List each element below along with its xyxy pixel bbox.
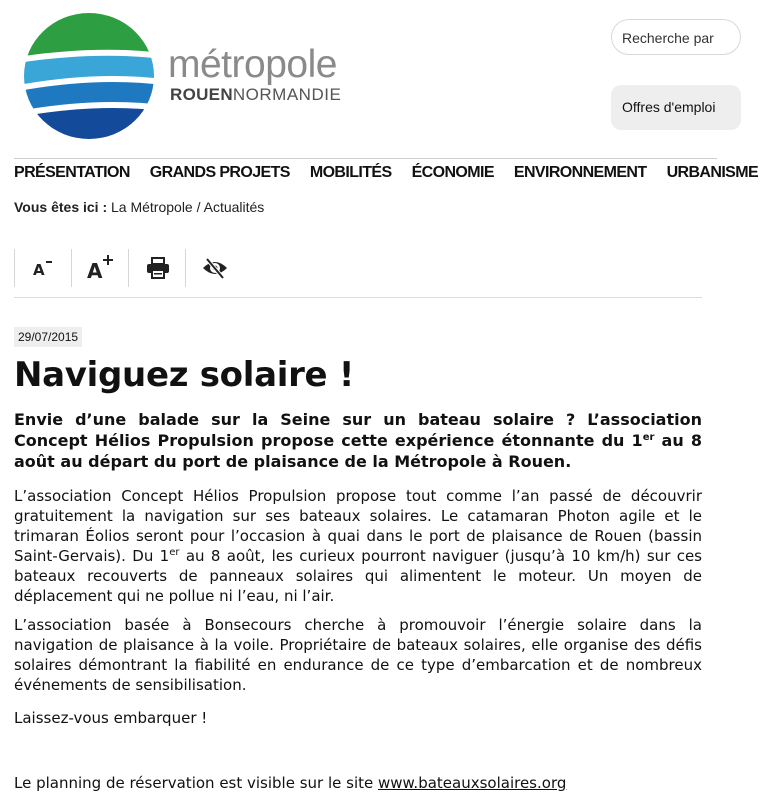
article-paragraph-1 [14,486,702,606]
article-paragraph-4 [14,773,702,793]
visibility-toggle-icon [201,257,229,279]
brand-name: métropole [168,43,337,86]
metropole-logo-icon[interactable] [24,12,154,140]
toolbar-divider [14,297,702,298]
nav-item-urbanisme[interactable]: URBANISME [666,164,759,181]
paragraph-4-text: Le planning de réservation est visible sur le site [14,774,378,792]
brand-normandie: NORMANDIE [232,85,342,104]
nav-item-mobilites[interactable]: MOBILITÉS [309,164,392,181]
decrease-font-button[interactable] [14,249,72,287]
paragraph-1-text-1: L’association Concept Hélios Propulsion propose tout comme l’an passé de découvrir gratuitement la navigation sur ses bateaux solaires. Le catamaran Photon agile et le trimaran Éolios seront pour l’occasion à quai dans le port de plaisance de Rouen (bassin Saint-Gervais). Du 1 [14,487,702,565]
increase-font-button[interactable] [71,249,129,287]
breadcrumb-path[interactable]: La Métropole / Actualités [111,199,265,215]
main-navigation [14,164,778,188]
lead-text-2: au 8 août au départ du port de plaisance de la Métropole à Rouen. [14,431,702,471]
search-input[interactable]: Recherche par [611,19,741,55]
nav-item-economie[interactable]: ÉCONOMIE [411,164,494,181]
breadcrumb-label: Vous êtes ici : [14,199,108,215]
svg-text:A: A [86,259,102,283]
job-offers-button[interactable]: Offres d'emploi [611,85,741,130]
lead-text-1: Envie d’une balade sur la Seine sur un bateau solaire ? L’association Concept Hélios Propulsion propose cette expérience étonnante du 1 [14,410,702,450]
article-paragraph-3: Laissez-vous embarquer ! [14,709,208,727]
article-paragraph-2: L’association basée à Bonsecours cherche à promouvoir l’énergie solaire dans la navigation de plaisance à la voile. Propriétaire de bateaux solaires, elle organise des défis solaires démontrant la fiabilité en endurance de ce type d’embarcation et de nombreux événements de sensibilisation. [14,616,702,694]
breadcrumb [14,199,264,215]
svg-text:A: A [32,261,45,279]
print-icon [146,257,170,279]
decrease-font-icon [33,258,55,278]
nav-item-presentation[interactable]: PRÉSENTATION [14,164,130,181]
increase-font-icon [87,255,115,281]
print-button[interactable] [128,249,186,287]
bateaux-solaires-link[interactable]: www.bateauxsolaires.org [378,774,567,792]
nav-item-grands-projets[interactable]: GRANDS PROJETS [149,164,290,181]
article-title: Naviguez solaire ! [14,355,355,395]
paragraph-1-superscript: er [169,547,180,558]
article-lead [14,409,702,472]
header-divider [14,158,717,159]
article-date: 29/07/2015 [14,327,82,347]
visibility-toggle-button[interactable] [185,249,243,287]
lead-superscript: er [642,432,655,443]
paragraph-1-text-2: au 8 août, les curieux pourront naviguer (jusqu’à 10 km/h) sur ces bateaux recouverts de panneaux solaires qui alimentent le moteur. Un moyen de déplacement qui ne pollue ni l’eau, ni l’air. [14,547,702,605]
brand-rouen: ROUEN [170,85,233,104]
brand-subtitle [170,86,341,104]
nav-item-environnement[interactable]: ENVIRONNEMENT [513,164,647,181]
